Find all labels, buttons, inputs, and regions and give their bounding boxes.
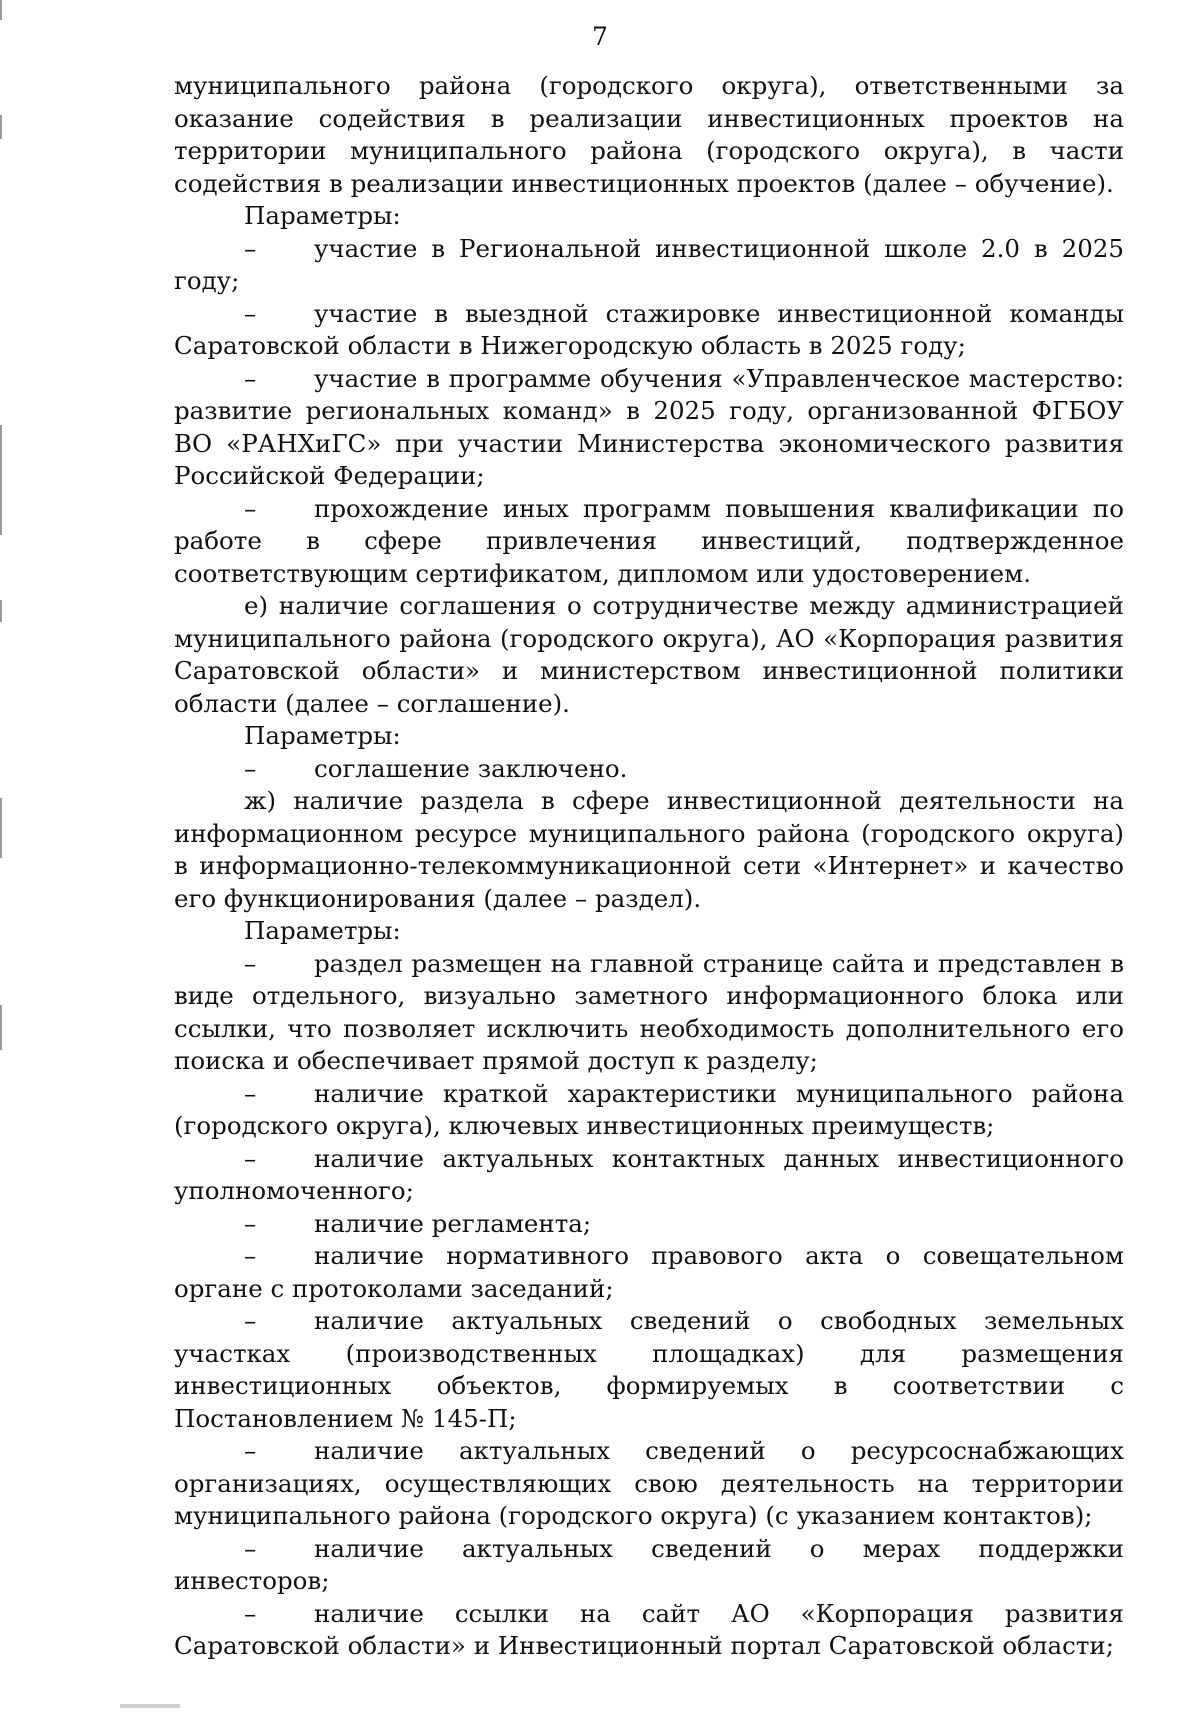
page-number: 7 — [592, 22, 608, 51]
scan-edge-marks — [0, 0, 4, 1712]
parameter-list-item — [174, 1240, 1124, 1305]
parameter-text: наличие актуальных сведений о мерах поддержки инвесторов; — [174, 1533, 1124, 1595]
dash-marker: – — [244, 1598, 257, 1628]
parameter-list-item — [174, 363, 1124, 493]
dash-marker: – — [244, 233, 257, 263]
dash-marker: – — [244, 753, 257, 783]
dash-marker: – — [244, 948, 257, 978]
parameter-text: наличие актуальных контактных данных инвестиционного уполномоченного; — [174, 1143, 1124, 1205]
parameter-text: наличие актуальных сведений о ресурсоснабжающих организациях, осуществляющих свою деятельность на территории муниципального района (городского округа) (с указанием контактов); — [174, 1436, 1124, 1530]
dash-marker: – — [244, 1078, 257, 1108]
parameter-text: участие в Региональной инвестиционной школе 2.0 в 2025 году; — [174, 233, 1124, 295]
parameter-list-item — [174, 298, 1124, 363]
dash-marker: – — [244, 1436, 257, 1465]
parameter-list-item — [174, 1143, 1124, 1208]
parameter-text: участие в программе обучения «Управленческое мастерство: развитие региональных команд» в 2025 году, организованной ФГБОУ ВО «РАНХиГС» при участии Министерства экономического развития Российской Федерации; — [174, 363, 1124, 490]
scan-footer-mark — [120, 1704, 180, 1708]
parameter-list-item — [174, 948, 1124, 1078]
parameter-list-item — [174, 753, 1124, 786]
dash-marker: – — [244, 1143, 257, 1173]
parameter-text: соглашение заключено. — [314, 753, 628, 783]
parameter-list-item — [174, 1208, 1124, 1241]
parameter-text: наличие краткой характеристики муниципального района (городского округа), ключевых инвестиционных преимуществ; — [174, 1078, 1124, 1140]
parameters-heading: Параметры: — [244, 916, 401, 945]
dash-marker: – — [244, 363, 257, 393]
parameters-heading: Параметры: — [244, 721, 401, 750]
document-body — [174, 70, 1124, 1663]
parameter-text: наличие актуальных сведений о свободных земельных участках (производственных площадках) для размещения инвестиционных объектов, формируемых в соответствии с Постановлением № 145-П; — [174, 1306, 1124, 1433]
parameter-text: раздел размещен на главной странице сайта и представлен в виде отдельного, визуально заметного информационного блока или ссылки, что позволяет исключить необходимость дополнительного его поиска и обеспечивает прямой доступ к разделу; — [174, 948, 1124, 1075]
parameter-list-item — [174, 1598, 1124, 1663]
criterion-paragraph: ж) наличие раздела в сфере инвестиционной деятельности на информационном ресурсе муниципального района (городского округа) в информационно-телекоммуникационной сети «Интернет» и качество его функционирования (далее – раздел). — [174, 786, 1124, 913]
parameter-text: наличие ссылки на сайт АО «Корпорация развития Саратовской области» и Инвестиционный портал Саратовской области; — [174, 1598, 1124, 1660]
dash-marker: – — [244, 298, 257, 328]
body-paragraph: муниципального района (городского округа), ответственными за оказание содействия в реализации инвестиционных проектов на территории муниципального района (городского округа), в части содействия в реализации инвестиционных проектов (далее – обучение). — [174, 71, 1124, 198]
parameter-text: прохождение иных программ повышения квалификации по работе в сфере привлечения инвестиций, подтвержденное соответствующим сертификатом, дипломом или удостоверением. — [174, 493, 1124, 588]
parameter-list-item — [174, 1533, 1124, 1598]
parameters-heading: Параметры: — [244, 201, 401, 230]
dash-marker: – — [244, 493, 257, 523]
dash-marker: – — [244, 1533, 257, 1563]
parameter-list-item — [174, 1435, 1124, 1533]
dash-marker: – — [244, 1208, 257, 1238]
dash-marker: – — [244, 1241, 257, 1270]
parameter-list-item — [174, 233, 1124, 298]
parameter-text: участие в выездной стажировке инвестиционной команды Саратовской области в Нижегородскую область в 2025 году; — [174, 298, 1124, 360]
parameter-list-item — [174, 1305, 1124, 1435]
parameter-text: наличие регламента; — [314, 1208, 592, 1238]
parameter-list-item — [174, 1078, 1124, 1143]
criterion-paragraph: е) наличие соглашения о сотрудничестве между администрацией муниципального района (городского округа), АО «Корпорация развития Саратовской области» и министерством инвестиционной политики области (далее – соглашение). — [174, 591, 1124, 718]
dash-marker: – — [244, 1306, 257, 1335]
parameter-list-item — [174, 493, 1124, 591]
parameter-text: наличие нормативного правового акта о совещательном органе с протоколами заседаний; — [174, 1241, 1124, 1303]
